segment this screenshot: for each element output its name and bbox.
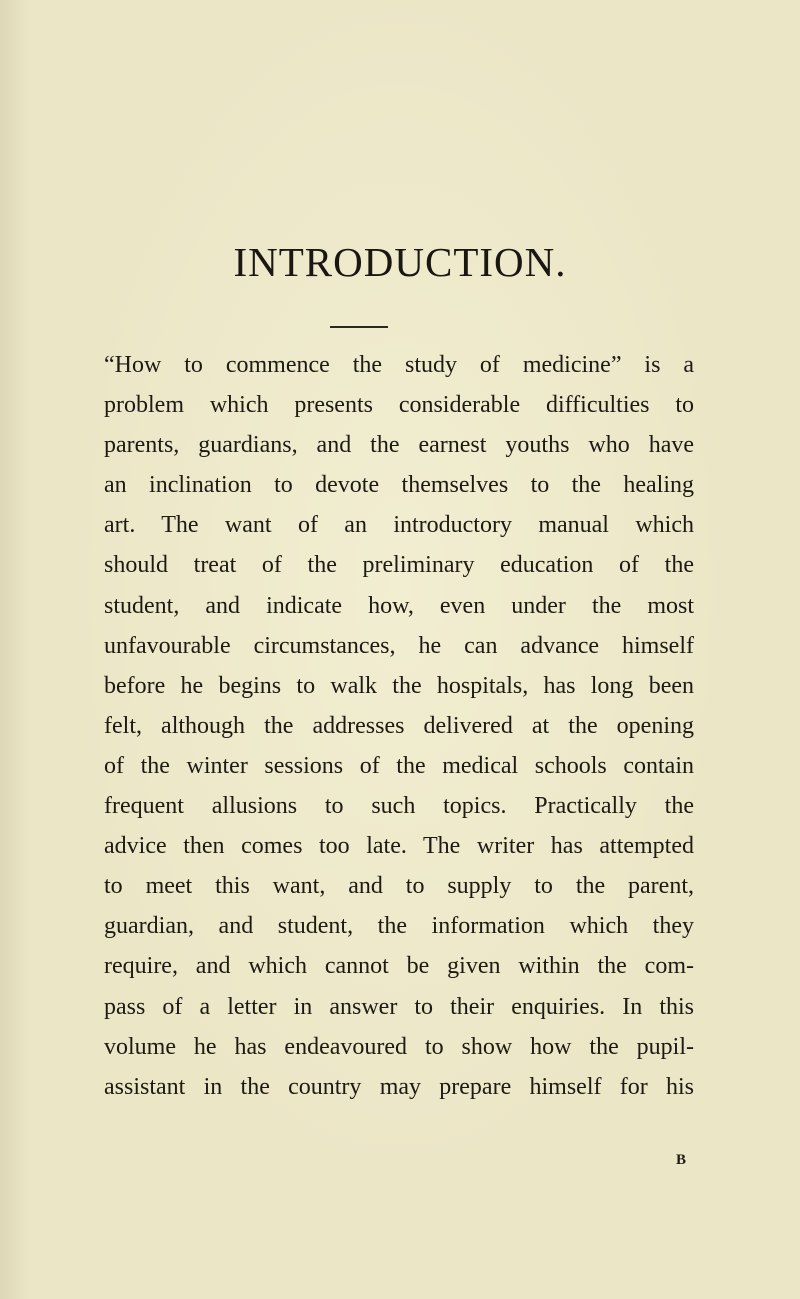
text-line: “How to commence the study of medicine” is a bbox=[104, 352, 694, 378]
text-line: require, and which cannot be given within the com- bbox=[104, 953, 694, 980]
text-line: volume he has endeavoured to show how the pupil- bbox=[104, 1033, 694, 1060]
text-line: pass of a letter in answer to their enquiries. In this bbox=[104, 993, 694, 1020]
text-line: before he begins to walk the hospitals, has long been bbox=[104, 672, 694, 699]
text-line: problem which presents considerable difficulties to bbox=[104, 392, 694, 419]
introduction-paragraph bbox=[104, 345, 694, 1107]
text-line: should treat of the preliminary education of the bbox=[104, 552, 694, 579]
text-line: student, and indicate how, even under the most bbox=[104, 592, 694, 619]
text-line: frequent allusions to such topics. Practically the bbox=[104, 793, 694, 820]
text-line: advice then comes too late. The writer has attempted bbox=[104, 833, 694, 860]
text-line: to meet this want, and to supply to the parent, bbox=[104, 873, 694, 900]
text-line: assistant in the country may prepare himself for his bbox=[104, 1073, 694, 1100]
text-line: guardian, and student, the information which they bbox=[104, 913, 694, 940]
signature-mark: B bbox=[676, 1152, 687, 1168]
text-line: an inclination to devote themselves to the healing bbox=[104, 472, 694, 499]
text-line: parents, guardians, and the earnest youths who have bbox=[104, 432, 694, 459]
text-line: felt, although the addresses delivered at the opening bbox=[104, 712, 694, 739]
text-line: of the winter sessions of the medical schools contain bbox=[104, 752, 694, 779]
title-divider bbox=[330, 326, 388, 328]
text-line: art. The want of an introductory manual which bbox=[104, 512, 694, 539]
page-title: INTRODUCTION. bbox=[233, 239, 567, 285]
text-line: unfavourable circumstances, he can advance himself bbox=[104, 632, 694, 659]
